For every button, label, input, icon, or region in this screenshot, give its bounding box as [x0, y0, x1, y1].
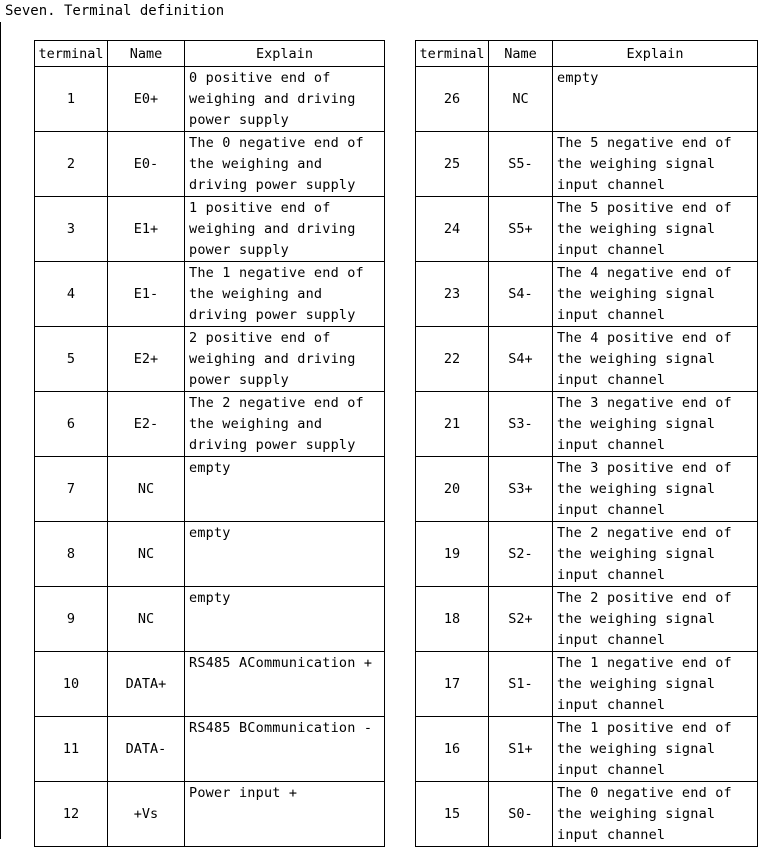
terminal-name: E1-: [108, 262, 185, 327]
table-row: [35, 782, 385, 847]
terminal-number: 22: [416, 327, 489, 392]
table-row: [416, 587, 758, 652]
terminal-number: 24: [416, 197, 489, 262]
terminal-number: 5: [35, 327, 108, 392]
terminal-number: 9: [35, 587, 108, 652]
terminal-number: 11: [35, 717, 108, 782]
table-row: [35, 717, 385, 782]
terminal-explain: The 3 negative end of the weighing signal input channel: [553, 392, 758, 457]
terminal-explain: RS485 ACommunication +: [185, 652, 385, 717]
table-row: [35, 652, 385, 717]
header-explain: Explain: [553, 41, 758, 67]
terminal-number: 10: [35, 652, 108, 717]
terminal-number: 26: [416, 67, 489, 132]
table-row: [416, 262, 758, 327]
terminal-name: E0+: [108, 67, 185, 132]
header-name: Name: [489, 41, 553, 67]
table-row: [35, 457, 385, 522]
terminal-explain: 1 positive end of weighing and driving power supply: [185, 197, 385, 262]
table-row: [416, 782, 758, 847]
terminal-name: S2+: [489, 587, 553, 652]
terminal-explain: The 1 positive end of the weighing signal input channel: [553, 717, 758, 782]
terminal-number: 25: [416, 132, 489, 197]
header-terminal: terminal: [416, 41, 489, 67]
terminal-number: 23: [416, 262, 489, 327]
table-row: [35, 327, 385, 392]
terminal-number: 7: [35, 457, 108, 522]
table-row: [416, 652, 758, 717]
terminal-number: 3: [35, 197, 108, 262]
table-row: [416, 327, 758, 392]
terminal-explain: empty: [553, 67, 758, 132]
terminal-explain: RS485 BCommunication -: [185, 717, 385, 782]
terminal-explain: 2 positive end of weighing and driving power supply: [185, 327, 385, 392]
terminal-name: S4-: [489, 262, 553, 327]
terminal-table-left: [34, 40, 385, 847]
terminal-number: 20: [416, 457, 489, 522]
terminal-number: 17: [416, 652, 489, 717]
terminal-name: S3-: [489, 392, 553, 457]
terminal-name: E2+: [108, 327, 185, 392]
terminal-name: DATA+: [108, 652, 185, 717]
terminal-name: NC: [108, 457, 185, 522]
terminal-number: 18: [416, 587, 489, 652]
terminal-name: S1-: [489, 652, 553, 717]
table-row: [416, 717, 758, 782]
terminal-number: 12: [35, 782, 108, 847]
terminal-explain: The 2 negative end of the weighing and driving power supply: [185, 392, 385, 457]
terminal-number: 16: [416, 717, 489, 782]
terminal-explain: The 4 negative end of the weighing signal input channel: [553, 262, 758, 327]
terminal-number: 8: [35, 522, 108, 587]
terminal-explain: empty: [185, 457, 385, 522]
table-row: [35, 197, 385, 262]
terminal-name: NC: [489, 67, 553, 132]
table-row: [35, 587, 385, 652]
terminal-explain: The 1 negative end of the weighing signal input channel: [553, 652, 758, 717]
terminal-name: NC: [108, 587, 185, 652]
table-header-row: [416, 41, 758, 67]
header-name: Name: [108, 41, 185, 67]
terminal-name: S2-: [489, 522, 553, 587]
terminal-name: E0-: [108, 132, 185, 197]
terminal-name: S5+: [489, 197, 553, 262]
table-header-row: [35, 41, 385, 67]
page-left-border: [0, 22, 1, 839]
terminal-name: E1+: [108, 197, 185, 262]
table-row: [416, 392, 758, 457]
terminal-explain: The 5 positive end of the weighing signal input channel: [553, 197, 758, 262]
terminal-number: 21: [416, 392, 489, 457]
table-row: [416, 457, 758, 522]
section-title: Seven. Terminal definition: [5, 3, 225, 19]
table-row: [416, 197, 758, 262]
table-row: [35, 392, 385, 457]
terminal-explain: The 0 negative end of the weighing and driving power supply: [185, 132, 385, 197]
terminal-name: DATA-: [108, 717, 185, 782]
terminal-explain: The 5 negative end of the weighing signal input channel: [553, 132, 758, 197]
terminal-number: 19: [416, 522, 489, 587]
table-row: [35, 67, 385, 132]
terminal-explain: empty: [185, 587, 385, 652]
table-row: [416, 522, 758, 587]
table-row: [35, 262, 385, 327]
terminal-name: S3+: [489, 457, 553, 522]
terminal-name: +Vs: [108, 782, 185, 847]
terminal-explain: The 3 positive end of the weighing signal input channel: [553, 457, 758, 522]
terminal-number: 2: [35, 132, 108, 197]
table-row: [416, 132, 758, 197]
terminal-number: 4: [35, 262, 108, 327]
terminal-number: 6: [35, 392, 108, 457]
terminal-explain: Power input +: [185, 782, 385, 847]
terminal-explain: The 1 negative end of the weighing and driving power supply: [185, 262, 385, 327]
terminal-explain: The 4 positive end of the weighing signal input channel: [553, 327, 758, 392]
table-row: [35, 522, 385, 587]
terminal-explain: The 2 positive end of the weighing signal input channel: [553, 587, 758, 652]
table-row: [416, 67, 758, 132]
terminal-number: 15: [416, 782, 489, 847]
terminal-name: S5-: [489, 132, 553, 197]
terminal-name: E2-: [108, 392, 185, 457]
terminal-name: S4+: [489, 327, 553, 392]
terminal-explain: The 0 negative end of the weighing signal input channel: [553, 782, 758, 847]
header-terminal: terminal: [35, 41, 108, 67]
terminal-table-right: [415, 40, 758, 847]
terminal-name: S1+: [489, 717, 553, 782]
terminal-name: NC: [108, 522, 185, 587]
header-explain: Explain: [185, 41, 385, 67]
terminal-number: 1: [35, 67, 108, 132]
terminal-name: S0-: [489, 782, 553, 847]
terminal-explain: The 2 negative end of the weighing signal input channel: [553, 522, 758, 587]
table-row: [35, 132, 385, 197]
terminal-explain: 0 positive end of weighing and driving power supply: [185, 67, 385, 132]
terminal-explain: empty: [185, 522, 385, 587]
